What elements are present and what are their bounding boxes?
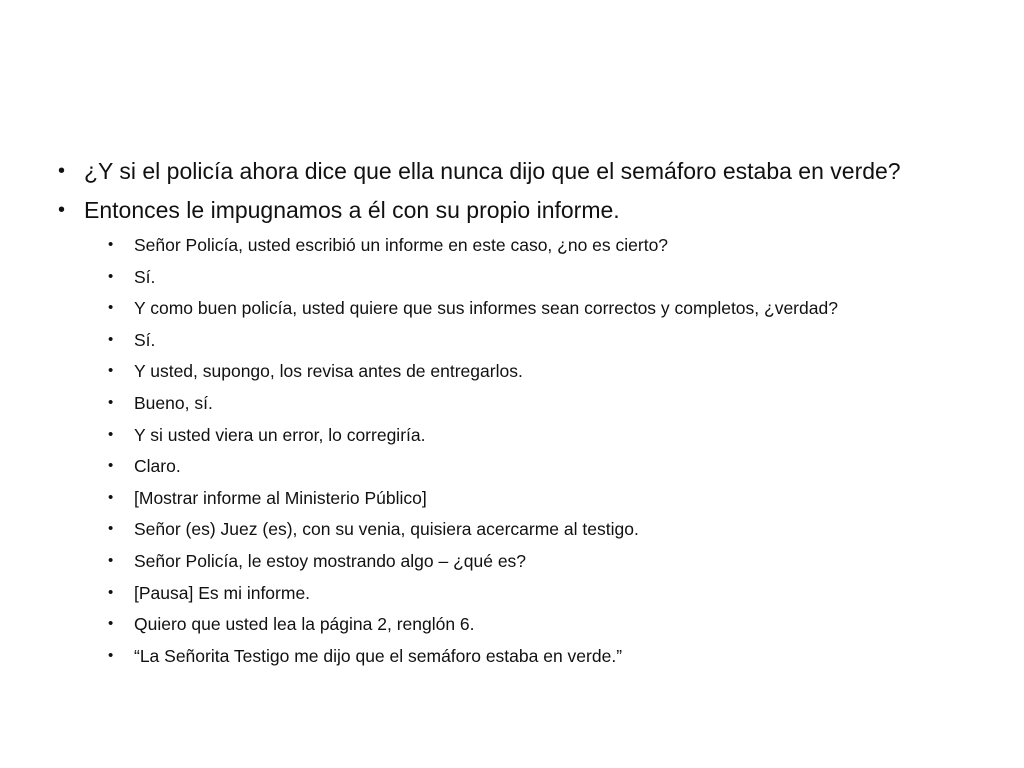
sub-bullet bbox=[58, 582, 958, 604]
sub-bullet bbox=[58, 487, 958, 509]
bullet-icon: • bbox=[108, 425, 114, 443]
bullet-icon: • bbox=[108, 520, 114, 538]
sub-bullet-text: Señor Policía, le estoy mostrando algo – ¿qué es? bbox=[134, 550, 527, 571]
sub-bullet-text: Bueno, sí. bbox=[134, 392, 213, 413]
bullet-icon: • bbox=[108, 615, 114, 633]
bullet-icon: • bbox=[58, 199, 66, 221]
bullet-icon: • bbox=[108, 551, 114, 569]
sub-bullet-text: Sí. bbox=[134, 329, 156, 350]
sub-bullet bbox=[58, 550, 958, 572]
sub-bullet-text: Quiero que usted lea la página 2, renglón 6. bbox=[134, 614, 475, 635]
sub-bullet-text: Y usted, supongo, los revisa antes de entregarlos. bbox=[134, 361, 523, 382]
sub-bullet bbox=[58, 329, 958, 351]
bullet-icon: • bbox=[108, 330, 114, 348]
slide-content bbox=[58, 156, 958, 676]
bullet-icon: • bbox=[108, 362, 114, 380]
bullet-icon: • bbox=[108, 646, 114, 664]
sub-bullet-text: [Mostrar informe al Ministerio Público] bbox=[134, 487, 427, 508]
sub-bullet bbox=[58, 297, 958, 319]
bullet-icon: • bbox=[108, 457, 114, 475]
bullet-icon: • bbox=[108, 267, 114, 285]
sub-bullet bbox=[58, 392, 958, 414]
sub-bullet bbox=[58, 266, 958, 288]
main-bullet-text: ¿Y si el policía ahora dice que ella nunca dijo que el semáforo estaba en verde? bbox=[84, 158, 901, 184]
sub-bullet bbox=[58, 645, 958, 667]
sub-bullet bbox=[58, 518, 958, 540]
main-bullet-text: Entonces le impugnamos a él con su propio informe. bbox=[84, 197, 620, 223]
bullet-icon: • bbox=[108, 583, 114, 601]
sub-bullet-text: Señor (es) Juez (es), con su venia, quisiera acercarme al testigo. bbox=[134, 519, 639, 540]
bullet-icon: • bbox=[108, 236, 114, 253]
sub-bullet bbox=[58, 360, 958, 382]
bullet-icon: • bbox=[108, 393, 114, 411]
bullet-icon: • bbox=[108, 299, 114, 317]
main-bullet-2 bbox=[58, 195, 958, 225]
bullet-icon: • bbox=[108, 488, 114, 506]
sub-bullet-text: [Pausa] Es mi informe. bbox=[134, 582, 311, 603]
sub-bullet bbox=[58, 455, 958, 477]
sub-bullet bbox=[58, 234, 958, 256]
sub-bullet-text: Claro. bbox=[134, 456, 181, 477]
main-bullet-1 bbox=[58, 156, 958, 186]
sub-bullet bbox=[58, 613, 958, 635]
sub-bullet-text: “La Señorita Testigo me dijo que el semáforo estaba en verde.” bbox=[134, 645, 623, 666]
sub-bullet bbox=[58, 424, 958, 446]
sub-bullet-text: Y como buen policía, usted quiere que sus informes sean correctos y completos, ¿verdad? bbox=[134, 298, 838, 319]
sub-bullet-text: Sí. bbox=[134, 266, 156, 287]
bullet-icon: • bbox=[58, 160, 66, 182]
sub-bullet-text: Señor Policía, usted escribió un informe en este caso, ¿no es cierto? bbox=[134, 235, 669, 255]
sub-bullet-list bbox=[58, 234, 958, 667]
sub-bullet-text: Y si usted viera un error, lo corregiría. bbox=[134, 424, 426, 445]
